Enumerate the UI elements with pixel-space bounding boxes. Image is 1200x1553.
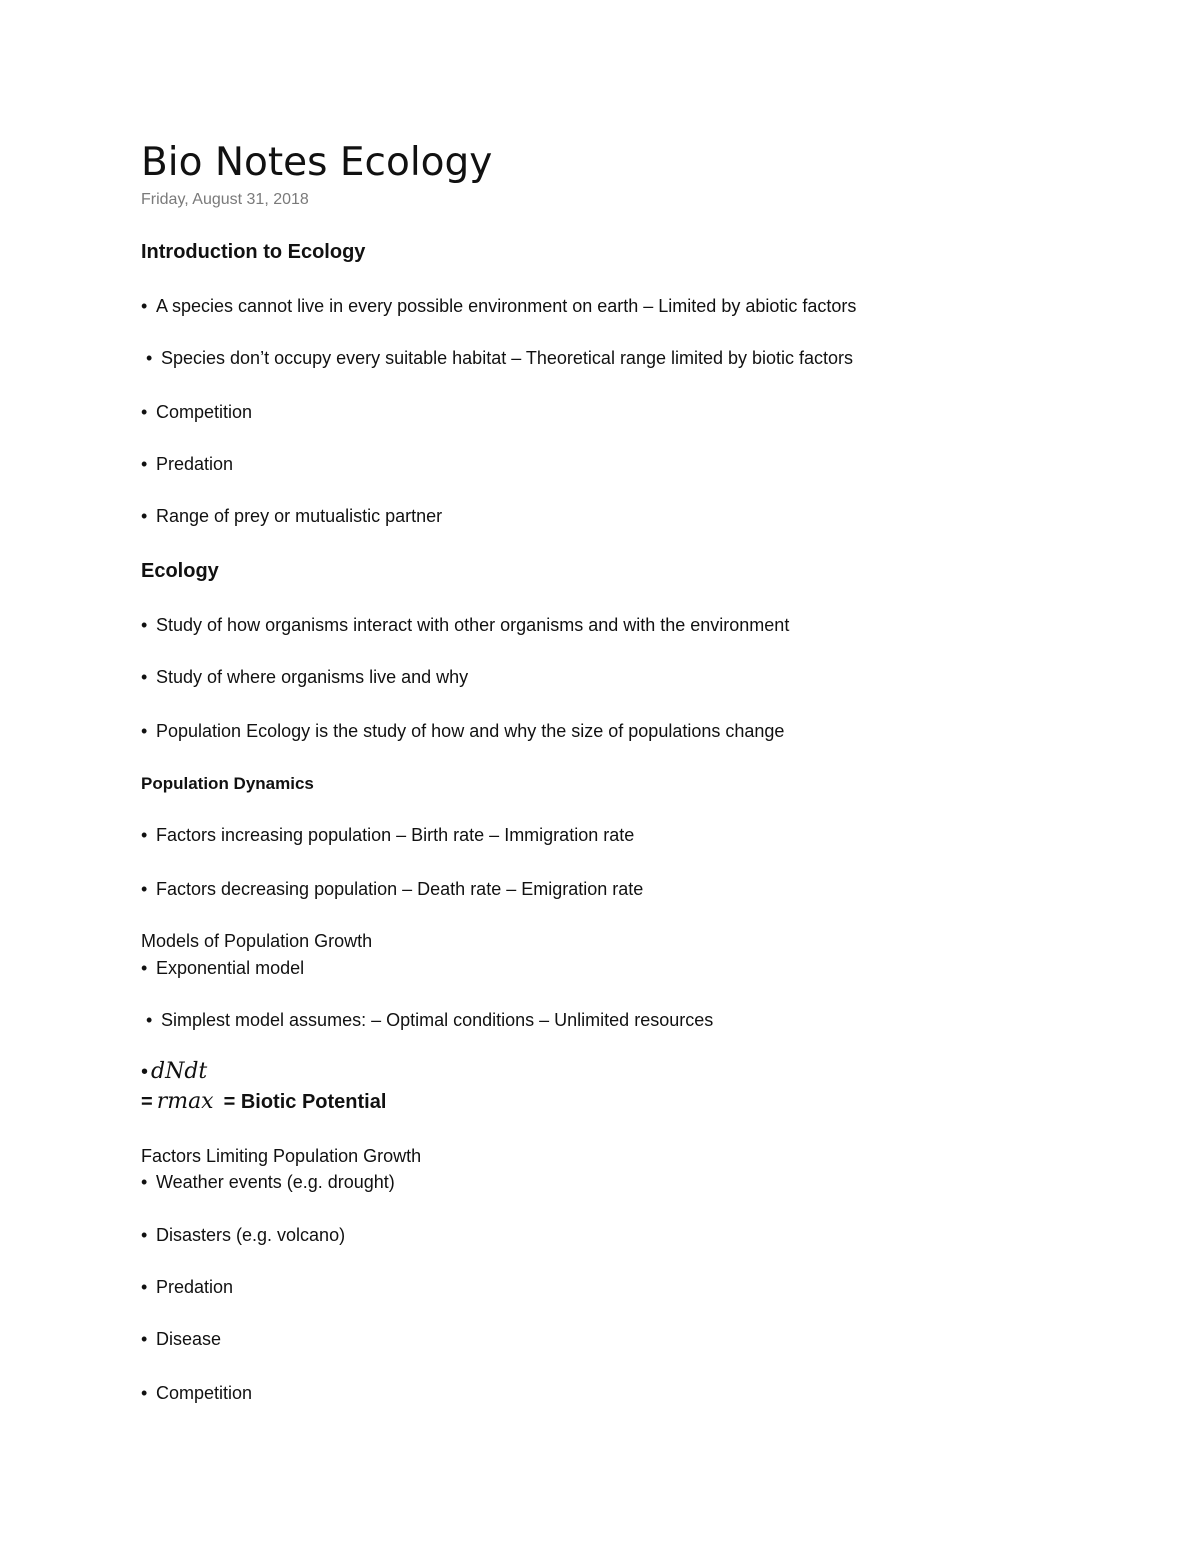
list-item-text: Disease <box>156 1329 222 1349</box>
page-title: Bio Notes Ecology <box>141 140 493 185</box>
equation-rmax: rmax <box>156 1089 214 1114</box>
list-item <box>141 959 304 977</box>
list-item <box>141 455 233 473</box>
bullet-icon: • <box>141 1061 149 1083</box>
bullet-icon: • <box>141 402 148 422</box>
bullet-icon: • <box>146 1010 153 1030</box>
equation-equals: = <box>141 1091 153 1113</box>
list-item <box>146 1011 713 1029</box>
list-item <box>146 349 853 367</box>
list-item <box>141 826 634 844</box>
list-item-text: A species cannot live in every possible environment on earth – Limited by abiotic factors <box>156 296 857 316</box>
section-heading-introduction: Introduction to Ecology <box>141 241 366 263</box>
list-item <box>141 722 784 740</box>
bullet-icon: • <box>141 1277 148 1297</box>
section-heading-models: Models of Population Growth <box>141 931 373 951</box>
equation-rhs-line <box>141 1091 386 1113</box>
bullet-icon: • <box>141 1225 148 1245</box>
list-item-text: Study of where organisms live and why <box>156 667 469 687</box>
bullet-icon: • <box>141 825 148 845</box>
list-item-text: Factors increasing population – Birth rate – Immigration rate <box>156 825 635 845</box>
list-item-text: Competition <box>156 402 253 422</box>
list-item <box>141 297 856 315</box>
list-item <box>141 1278 233 1296</box>
list-item-text: Study of how organisms interact with other organisms and with the environment <box>156 615 790 635</box>
equation-lhs-line <box>141 1061 207 1083</box>
section-heading-limiting: Factors Limiting Population Growth <box>141 1146 422 1166</box>
list-item <box>141 616 789 634</box>
list-item-text: Competition <box>156 1383 253 1403</box>
list-item-text: Range of prey or mutualistic partner <box>156 506 443 526</box>
list-item-text: Predation <box>156 1277 234 1297</box>
bullet-icon: • <box>141 615 148 635</box>
bullet-icon: • <box>141 454 148 474</box>
list-item <box>141 1384 252 1402</box>
list-item <box>141 403 252 421</box>
section-heading-ecology: Ecology <box>141 560 219 582</box>
list-item <box>141 668 468 686</box>
page-date: Friday, August 31, 2018 <box>141 191 309 208</box>
list-item-text: Simplest model assumes: – Optimal conditions – Unlimited resources <box>161 1010 714 1030</box>
bullet-icon: • <box>141 667 148 687</box>
list-item-text: Species don’t occupy every suitable habitat – Theoretical range limited by biotic factors <box>161 348 854 368</box>
equation-dndt: dNdt <box>151 1059 208 1084</box>
list-item-text: Factors decreasing population – Death rate – Emigration rate <box>156 879 644 899</box>
bullet-icon: • <box>141 721 148 741</box>
bullet-icon: • <box>141 879 148 899</box>
section-heading-population-dynamics: Population Dynamics <box>141 774 314 793</box>
list-item <box>141 507 442 525</box>
bullet-icon: • <box>141 1329 148 1349</box>
list-item-text: Predation <box>156 454 234 474</box>
bullet-icon: • <box>141 296 148 316</box>
list-item-text: Exponential model <box>156 958 305 978</box>
list-item <box>141 880 643 898</box>
bullet-icon: • <box>141 958 148 978</box>
list-item-text: Weather events (e.g. drought) <box>156 1172 395 1192</box>
bullet-icon: • <box>146 348 153 368</box>
list-item <box>141 1330 221 1348</box>
list-item-text: Disasters (e.g. volcano) <box>156 1225 346 1245</box>
equation-biotic-potential: = Biotic Potential <box>223 1091 387 1113</box>
list-item <box>141 1173 395 1191</box>
list-item <box>141 1226 345 1244</box>
bullet-icon: • <box>141 506 148 526</box>
bullet-icon: • <box>141 1172 148 1192</box>
bullet-icon: • <box>141 1383 148 1403</box>
list-item-text: Population Ecology is the study of how and why the size of populations change <box>156 721 785 741</box>
